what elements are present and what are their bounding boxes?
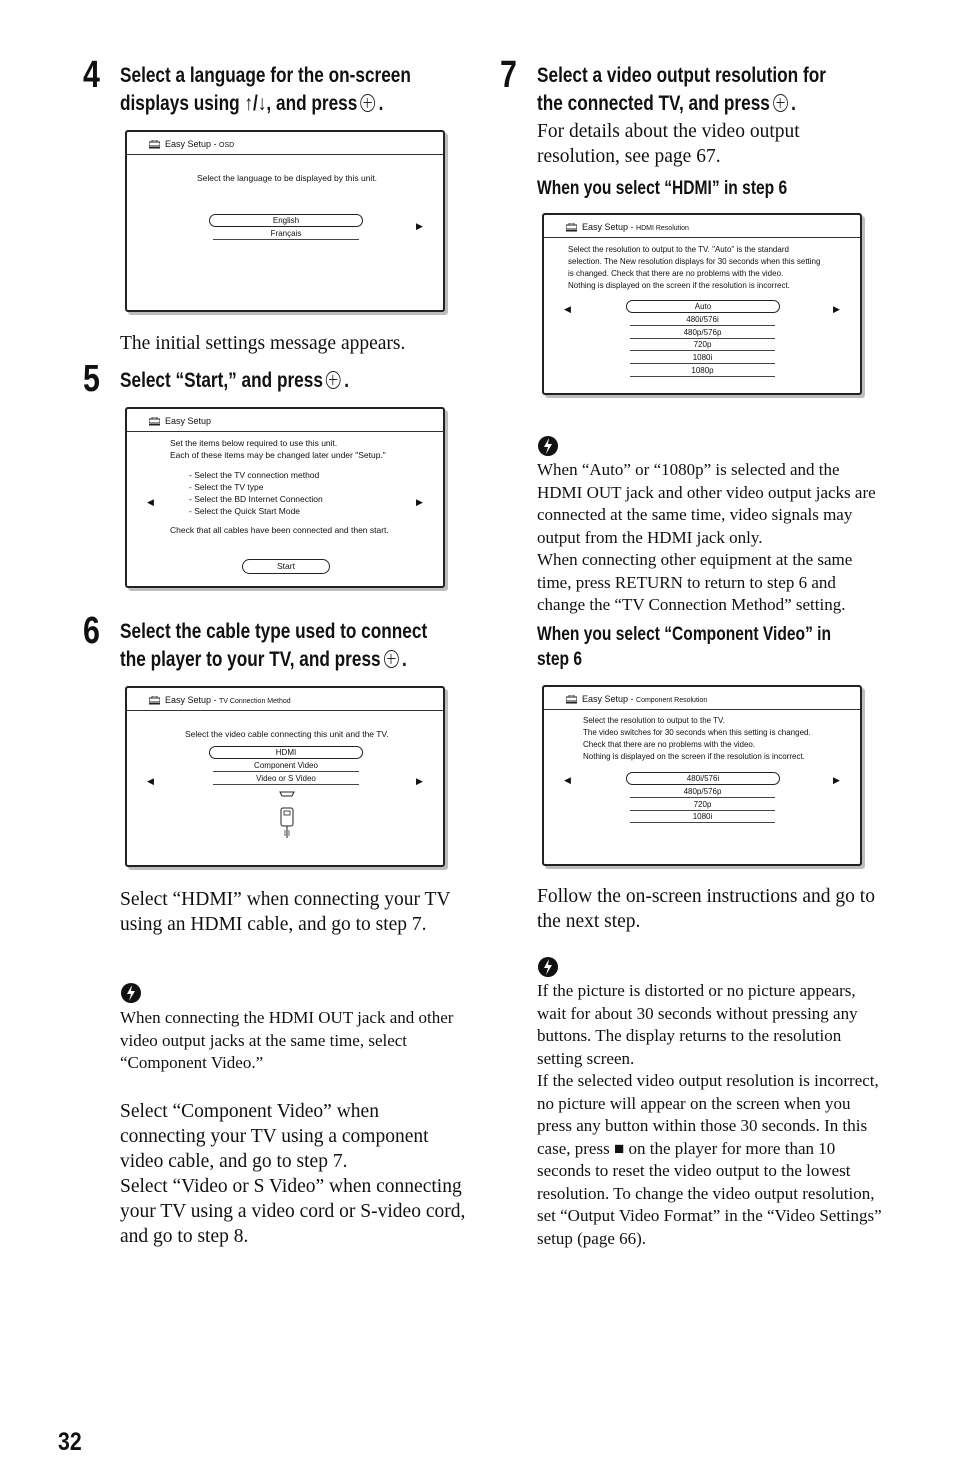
screen-title: Easy Setup - HDMI Resolution xyxy=(582,222,689,232)
setup-list-item: - Select the Quick Start Mode xyxy=(189,506,301,516)
step-5-number: 5 xyxy=(83,358,100,400)
step-6-heading xyxy=(120,618,427,674)
toolbox-icon xyxy=(149,417,160,426)
option-480i[interactable]: 480i/576i xyxy=(626,772,780,785)
easy-setup-start-screen xyxy=(125,407,445,588)
toolbox-icon xyxy=(566,223,577,232)
hint-icon xyxy=(537,956,559,978)
step-6-video-text: Select “Video or S Video” when connecting your TV using a video cord or S-video cord, and go to step 8. xyxy=(120,1176,466,1247)
component-subheading: When you select “Component Video” in step 6 xyxy=(537,624,832,670)
screen-message-line: Nothing is displayed on the screen if the resolution is incorrect. xyxy=(583,752,805,761)
step-4-number: 4 xyxy=(83,54,100,96)
screen-message: Select the language to be displayed by this unit. xyxy=(197,173,378,183)
hdmi-tip: When “Auto” or “1080p” is selected and the HDMI OUT jack and other video output jacks are connected at the same time, video signals may output from the HDMI jack only. When connecting other equipment at the same time, press RETURN to return to step 6 and change the “TV Connection Method” setting. xyxy=(537,460,876,614)
option-720p[interactable]: 720p xyxy=(630,339,775,351)
osd-screen xyxy=(125,130,445,312)
hdmi-resolution-screen xyxy=(542,213,862,395)
option-480p[interactable]: 480p/576p xyxy=(630,327,775,339)
enter-button-icon xyxy=(361,94,376,112)
option-1080p[interactable]: 1080p xyxy=(630,365,775,377)
option-auto[interactable]: Auto xyxy=(626,300,780,313)
left-arrow-icon[interactable]: ◀ xyxy=(564,304,571,314)
screen-message-line: Each of these items may be changed later under "Setup." xyxy=(170,450,386,460)
option-720p[interactable]: 720p xyxy=(630,799,775,811)
option-english[interactable]: English xyxy=(209,214,363,227)
screen-message-line: Nothing is displayed on the screen if the resolution is incorrect. xyxy=(568,281,790,290)
left-arrow-icon[interactable]: ◀ xyxy=(147,776,154,786)
enter-button-icon xyxy=(384,650,399,668)
screen-message-line: Check that there are no problems with the video. xyxy=(583,740,756,749)
tv-connection-method-screen xyxy=(125,686,445,867)
enter-button-icon xyxy=(326,371,341,389)
step-4-heading-line2: displays using ↑/↓, and press . xyxy=(120,92,384,115)
toolbox-icon xyxy=(149,696,160,705)
step-4-after-text: The initial settings message appears. xyxy=(120,333,406,354)
left-arrow-icon[interactable]: ◀ xyxy=(147,497,154,507)
step-6-number: 6 xyxy=(83,610,100,652)
option-video-or-s-video[interactable]: Video or S Video xyxy=(213,773,359,785)
option-480p[interactable]: 480p/576p xyxy=(630,786,775,798)
option-francais[interactable]: Français xyxy=(213,228,359,240)
screen-message-line: Select the resolution to output to the TV. xyxy=(583,716,725,725)
right-arrow-icon[interactable]: ▶ xyxy=(833,775,840,785)
screen-message-line: Select the resolution to output to the TV. "Auto" is the standard xyxy=(568,245,789,254)
screen-message: Select the video cable connecting this unit and the TV. xyxy=(185,729,389,739)
step-7-number: 7 xyxy=(500,54,517,96)
right-arrow-icon[interactable]: ▶ xyxy=(416,776,423,786)
screen-title-bar xyxy=(127,132,443,155)
screen-message-line: is changed. Check that there are no problems with the video. xyxy=(568,269,784,278)
option-1080i[interactable]: 1080i xyxy=(630,811,775,823)
step-6-tip: When connecting the HDMI OUT jack and other video output jacks at the same time, select “Component Video.” xyxy=(120,1008,454,1072)
screen-message-line: selection. The New resolution displays for 30 seconds when this setting xyxy=(568,257,821,266)
start-button[interactable]: Start xyxy=(242,559,330,574)
option-component-video[interactable]: Component Video xyxy=(213,760,359,772)
step-7-heading-line2: the connected TV, and press . xyxy=(537,92,796,115)
step-7-heading-line1: Select a video output resolution for xyxy=(537,64,826,87)
option-480i[interactable]: 480i/576i xyxy=(630,314,775,326)
setup-list-item: - Select the TV connection method xyxy=(189,470,320,480)
screen-message-line: Set the items below required to use this unit. xyxy=(170,438,338,448)
hint-icon xyxy=(120,982,142,1004)
step-7-heading xyxy=(537,62,826,118)
screen-title: Easy Setup - TV Connection Method xyxy=(165,695,291,705)
right-arrow-icon[interactable]: ▶ xyxy=(833,304,840,314)
screen-title-bar xyxy=(544,687,860,710)
screen-title: Easy Setup xyxy=(165,416,212,426)
hdmi-subheading: When you select “HDMI” in step 6 xyxy=(537,178,788,199)
screen-message-line: The video switches for 30 seconds when this setting is changed. xyxy=(583,728,811,737)
screen-title: Easy Setup - Component Resolution xyxy=(582,694,708,704)
step-7-intro: For details about the video output resolution, see page 67. xyxy=(537,121,800,167)
step-7-tip: If the picture is distorted or no picture appears, wait for about 30 seconds without pressing any buttons. The display returns to the resolution setting screen. If the selected video output resolution is incorrect, no picture will appear on the screen when you press any button within those 30 seconds. In this case, press ■ on the player for more than 10 seconds to reset the video output to the lowest resolution. To change the video output resolution, set “Output Video Format” in the “Video Settings” setup (page 66). xyxy=(537,981,882,1248)
step-7-after-text: Follow the on-screen instructions and go to the next step. xyxy=(537,886,875,932)
screen-footer-message: Check that all cables have been connected and then start. xyxy=(170,525,389,535)
page-number: 32 xyxy=(58,1428,82,1456)
toolbox-icon xyxy=(566,695,577,704)
screen-title: Easy Setup - OSD xyxy=(165,139,235,149)
setup-list-item: - Select the TV type xyxy=(189,482,264,492)
left-arrow-icon[interactable]: ◀ xyxy=(564,775,571,785)
step-4-heading-line1: Select a language for the on-screen xyxy=(120,64,411,87)
setup-list-item: - Select the BD Internet Connection xyxy=(189,494,323,504)
toolbox-icon xyxy=(149,140,160,149)
hdmi-connector-icon xyxy=(277,790,297,840)
step-4-heading xyxy=(120,62,411,118)
right-arrow-icon[interactable]: ▶ xyxy=(416,497,423,507)
option-hdmi[interactable]: HDMI xyxy=(209,746,363,759)
step-6-heading-line2: the player to your TV, and press . xyxy=(120,648,407,671)
hint-icon xyxy=(537,435,559,457)
step-6-heading-line1: Select the cable type used to connect xyxy=(120,620,428,643)
component-resolution-screen xyxy=(542,685,862,866)
step-6-component-text: Select “Component Video” when connecting your TV using a component video cable, and go to step 7. xyxy=(120,1101,429,1172)
screen-title-bar xyxy=(544,215,860,238)
step-6-hdmi-text: Select “HDMI” when connecting your TV using an HDMI cable, and go to step 7. xyxy=(120,889,451,935)
enter-button-icon xyxy=(773,94,788,112)
step-5-heading: Select “Start,” and press . xyxy=(120,369,350,392)
screen-title-bar xyxy=(127,409,443,432)
up-down-arrow-icon: ↑/↓ xyxy=(244,92,267,115)
right-arrow-icon[interactable]: ▶ xyxy=(416,221,423,231)
screen-title-bar xyxy=(127,688,443,711)
stop-icon: ■ xyxy=(613,1138,625,1158)
option-1080i[interactable]: 1080i xyxy=(630,352,775,364)
